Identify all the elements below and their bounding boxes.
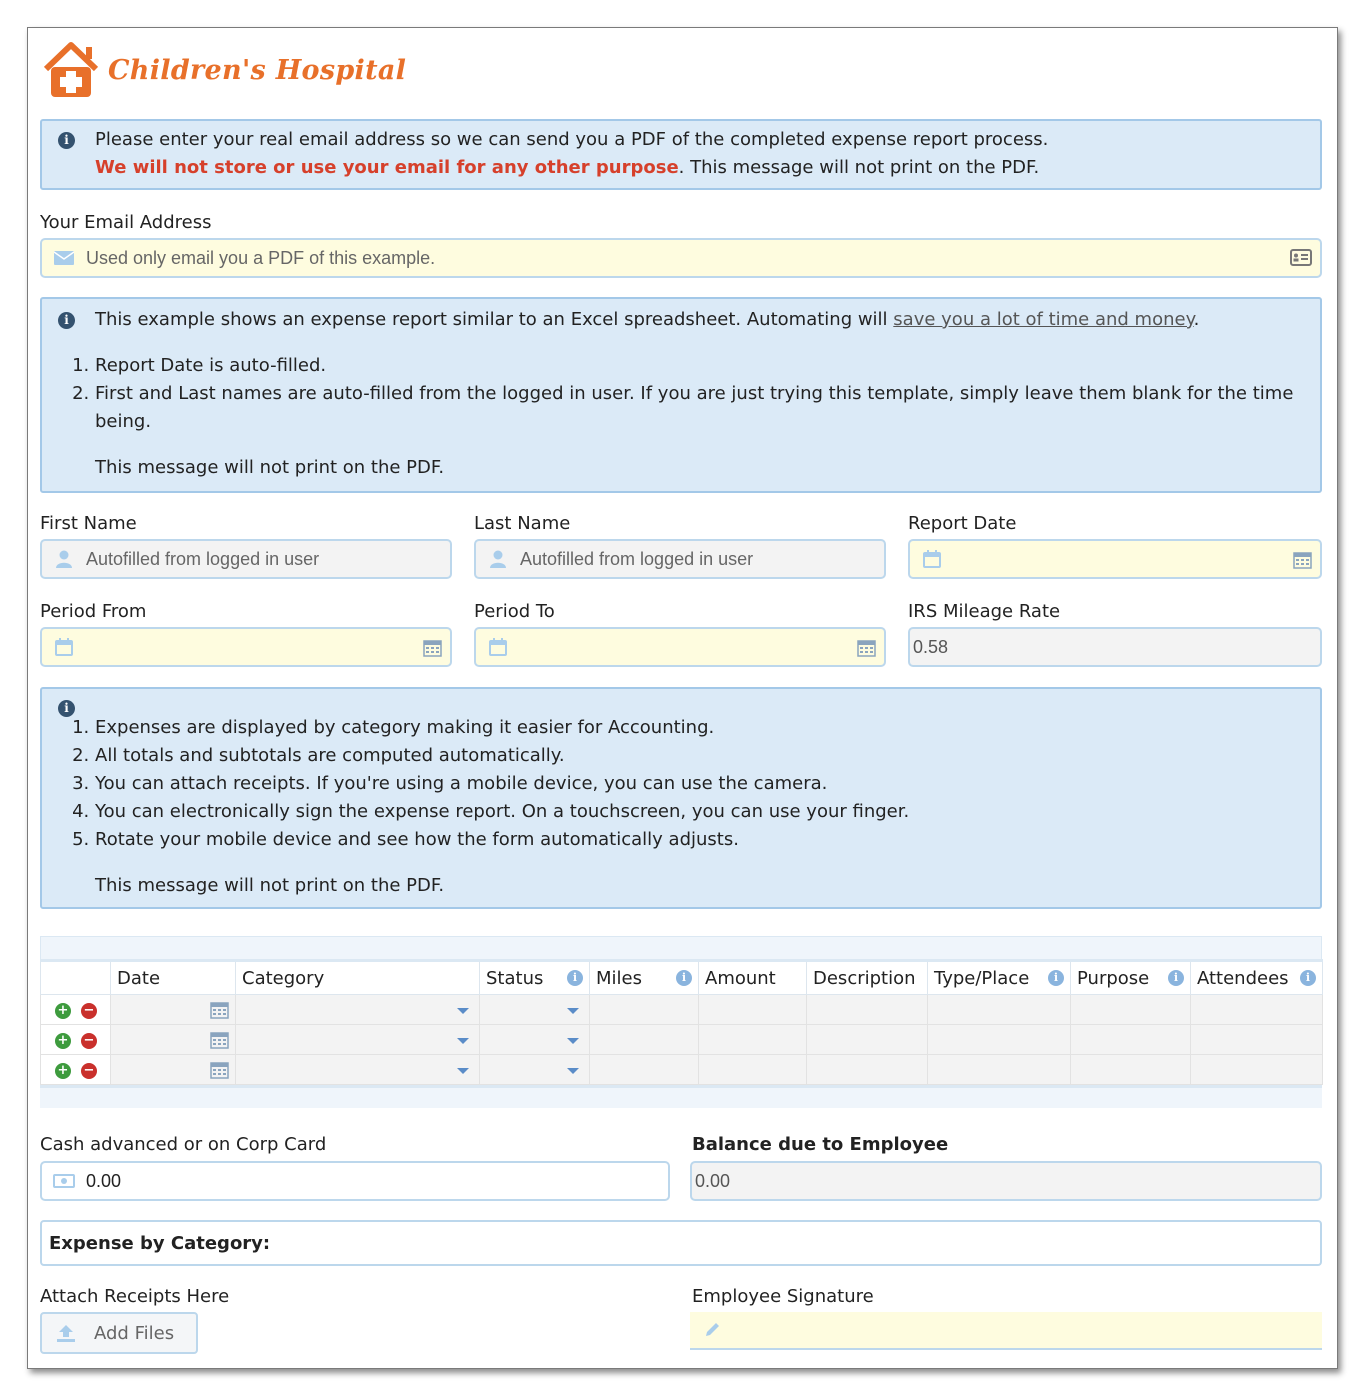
- money-icon: [42, 1174, 86, 1188]
- col-attendees: [1191, 961, 1323, 995]
- hospital-house-icon: [40, 39, 102, 101]
- add-files-button[interactable]: [40, 1312, 198, 1354]
- period-from-label: Period From: [40, 601, 147, 622]
- miles-cell[interactable]: [590, 1055, 699, 1085]
- email-notice-rest: . This message will not print on the PDF.: [678, 157, 1040, 178]
- row-controls: [41, 1025, 111, 1055]
- attendees-cell[interactable]: [1191, 995, 1323, 1025]
- email-notice: [40, 119, 1322, 190]
- period-from-field[interactable]: [40, 627, 452, 667]
- expense-by-category-label: Expense by Category:: [49, 1232, 271, 1254]
- info-icon: i: [58, 132, 75, 149]
- grid-toolbar: [40, 936, 1322, 959]
- irs-rate-field: [908, 627, 1322, 667]
- amount-cell[interactable]: [699, 1055, 807, 1085]
- remove-row-icon[interactable]: −: [81, 1033, 97, 1049]
- receipts-label: Attach Receipts Here: [40, 1286, 230, 1307]
- table-row: [41, 1025, 1323, 1055]
- user-icon: [42, 550, 86, 568]
- col-type-place-label: Type/Place: [934, 967, 1030, 989]
- last-name-placeholder: Autofilled from logged in user: [520, 548, 754, 569]
- calendar-picker-icon[interactable]: [857, 638, 876, 662]
- email-notice-warning: We will not store or use your email for any other purpose: [95, 157, 679, 178]
- info-icon[interactable]: i: [676, 970, 692, 986]
- status-cell[interactable]: [480, 995, 590, 1025]
- col-category: Category: [236, 961, 480, 995]
- calendar-picker-icon[interactable]: [210, 1030, 229, 1053]
- status-cell[interactable]: [480, 1025, 590, 1055]
- info-icon[interactable]: i: [1300, 970, 1316, 986]
- category-cell[interactable]: [236, 995, 480, 1025]
- remove-row-icon[interactable]: −: [81, 1003, 97, 1019]
- contact-card-icon: [1290, 249, 1312, 271]
- calendar-icon: [910, 550, 954, 568]
- col-purpose-label: Purpose: [1077, 967, 1150, 989]
- amount-cell[interactable]: [699, 995, 807, 1025]
- expense-by-category: [40, 1220, 1322, 1266]
- info-icon: i: [58, 312, 75, 329]
- purpose-cell[interactable]: [1071, 995, 1191, 1025]
- col-amount: Amount: [699, 961, 807, 995]
- type-place-cell[interactable]: [928, 1055, 1071, 1085]
- table-header-row: [41, 961, 1323, 995]
- col-miles-label: Miles: [596, 967, 642, 989]
- irs-rate-value: 0.58: [913, 636, 949, 657]
- chevron-down-icon: [457, 1068, 469, 1074]
- chevron-down-icon: [457, 1038, 469, 1044]
- signature-pad[interactable]: [690, 1312, 1322, 1350]
- envelope-icon: [42, 251, 86, 265]
- irs-rate-label: IRS Mileage Rate: [908, 601, 1061, 622]
- features-footer: This message will not print on the PDF.: [95, 875, 445, 896]
- type-place-cell[interactable]: [928, 1025, 1071, 1055]
- add-row-icon[interactable]: +: [55, 1033, 71, 1049]
- chevron-down-icon: [457, 1008, 469, 1014]
- first-name-label: First Name: [40, 513, 137, 534]
- features-list-item: 3. You can attach receipts. If you're using a mobile device, you can use the camera.: [95, 770, 1320, 798]
- info-icon[interactable]: i: [1168, 970, 1184, 986]
- col-attendees-label: Attendees: [1197, 967, 1289, 989]
- type-place-cell[interactable]: [928, 995, 1071, 1025]
- balance-due-label: Balance due to Employee: [692, 1134, 949, 1155]
- row-controls: [41, 995, 111, 1025]
- email-notice-line1: Please enter your real email address so we can send you a PDF of the completed expense report process.: [95, 129, 1049, 150]
- save-time-link[interactable]: save you a lot of time and money: [893, 309, 1194, 330]
- example-list-item: 2. First and Last names are auto-filled from the logged in user. If you are just trying this template, simply leave them blank for the time being.: [95, 380, 1312, 436]
- row-controls: [41, 1055, 111, 1085]
- attendees-cell[interactable]: [1191, 1055, 1323, 1085]
- cash-advanced-value: 0.00: [86, 1170, 122, 1191]
- col-type-place: [928, 961, 1071, 995]
- example-footer: This message will not print on the PDF.: [95, 457, 445, 478]
- col-description: Description: [807, 961, 928, 995]
- first-name-field[interactable]: [40, 539, 452, 579]
- example-list-item: 1. Report Date is auto-filled.: [95, 352, 1312, 380]
- first-name-placeholder: Autofilled from logged in user: [86, 548, 320, 569]
- miles-cell[interactable]: [590, 995, 699, 1025]
- col-date: Date: [111, 961, 236, 995]
- last-name-field[interactable]: [474, 539, 886, 579]
- pencil-icon: [704, 1320, 722, 1342]
- signature-label: Employee Signature: [692, 1286, 874, 1307]
- table-row: [41, 1055, 1323, 1085]
- features-list-item: 2. All totals and subtotals are computed automatically.: [95, 742, 1320, 770]
- email-field[interactable]: [40, 238, 1322, 278]
- period-to-field[interactable]: [474, 627, 886, 667]
- remove-row-icon[interactable]: −: [81, 1063, 97, 1079]
- description-cell[interactable]: [807, 995, 928, 1025]
- email-label: Your Email Address: [40, 212, 212, 233]
- features-list-item: 5. Rotate your mobile device and see how the form automatically adjusts.: [95, 826, 1320, 854]
- date-cell[interactable]: [111, 995, 236, 1025]
- calendar-picker-icon[interactable]: [210, 1060, 229, 1083]
- calendar-icon: [476, 638, 520, 656]
- miles-cell[interactable]: [590, 1025, 699, 1055]
- add-row-icon[interactable]: +: [55, 1003, 71, 1019]
- balance-due-field: [690, 1161, 1322, 1201]
- example-list: [42, 352, 1320, 436]
- features-list: [42, 714, 1320, 854]
- col-miles: [590, 961, 699, 995]
- calendar-picker-icon[interactable]: [210, 1000, 229, 1023]
- attendees-cell[interactable]: [1191, 1025, 1323, 1055]
- period-to-label: Period To: [474, 601, 555, 622]
- form-frame: [27, 27, 1338, 1369]
- add-row-icon[interactable]: +: [55, 1063, 71, 1079]
- info-icon[interactable]: i: [1048, 970, 1064, 986]
- example-intro: This example shows an expense report similar to an Excel spreadsheet. Automating will: [95, 309, 894, 330]
- col-status-label: Status: [486, 967, 544, 989]
- grid-footer: [40, 1085, 1322, 1108]
- purpose-cell[interactable]: [1071, 1025, 1191, 1055]
- chevron-down-icon: [567, 1068, 579, 1074]
- info-icon[interactable]: i: [567, 970, 583, 986]
- purpose-cell[interactable]: [1071, 1055, 1191, 1085]
- features-notice: [40, 687, 1322, 909]
- hospital-logo: [40, 38, 406, 102]
- features-list-item: 1. Expenses are displayed by category making it easier for Accounting.: [95, 714, 1320, 742]
- example-intro-end: .: [1193, 309, 1200, 330]
- table-body: [41, 995, 1323, 1085]
- chevron-down-icon: [567, 1008, 579, 1014]
- description-cell[interactable]: [807, 1025, 928, 1055]
- calendar-picker-icon[interactable]: [1293, 550, 1312, 574]
- col-status: [480, 961, 590, 995]
- table-row: [41, 995, 1323, 1025]
- amount-cell[interactable]: [699, 1025, 807, 1055]
- calendar-picker-icon[interactable]: [423, 638, 442, 662]
- add-files-label: Add Files: [94, 1322, 175, 1344]
- col-controls: [41, 961, 111, 995]
- user-icon: [476, 550, 520, 568]
- last-name-label: Last Name: [474, 513, 571, 534]
- email-placeholder: Used only email you a PDF of this example.: [86, 247, 436, 268]
- info-icon: i: [58, 700, 75, 717]
- chevron-down-icon: [567, 1038, 579, 1044]
- category-cell[interactable]: [236, 1025, 480, 1055]
- cash-advanced-label: Cash advanced or on Corp Card: [40, 1134, 327, 1155]
- status-cell[interactable]: [480, 1055, 590, 1085]
- description-cell[interactable]: [807, 1055, 928, 1085]
- calendar-icon: [42, 638, 86, 656]
- example-notice: [40, 297, 1322, 493]
- cash-advanced-field[interactable]: [40, 1161, 670, 1201]
- date-cell[interactable]: [111, 1025, 236, 1055]
- upload-icon: [42, 1324, 90, 1342]
- balance-due-value: 0.00: [695, 1170, 731, 1191]
- expense-grid: [40, 936, 1322, 1108]
- col-purpose: [1071, 961, 1191, 995]
- logo-text: Children's Hospital: [108, 54, 407, 86]
- features-list-item: 4. You can electronically sign the expense report. On a touchscreen, you can use your finger.: [95, 798, 1320, 826]
- report-date-field[interactable]: [908, 539, 1322, 579]
- expense-table: [40, 959, 1323, 1085]
- category-cell[interactable]: [236, 1055, 480, 1085]
- date-cell[interactable]: [111, 1055, 236, 1085]
- report-date-label: Report Date: [908, 513, 1017, 534]
